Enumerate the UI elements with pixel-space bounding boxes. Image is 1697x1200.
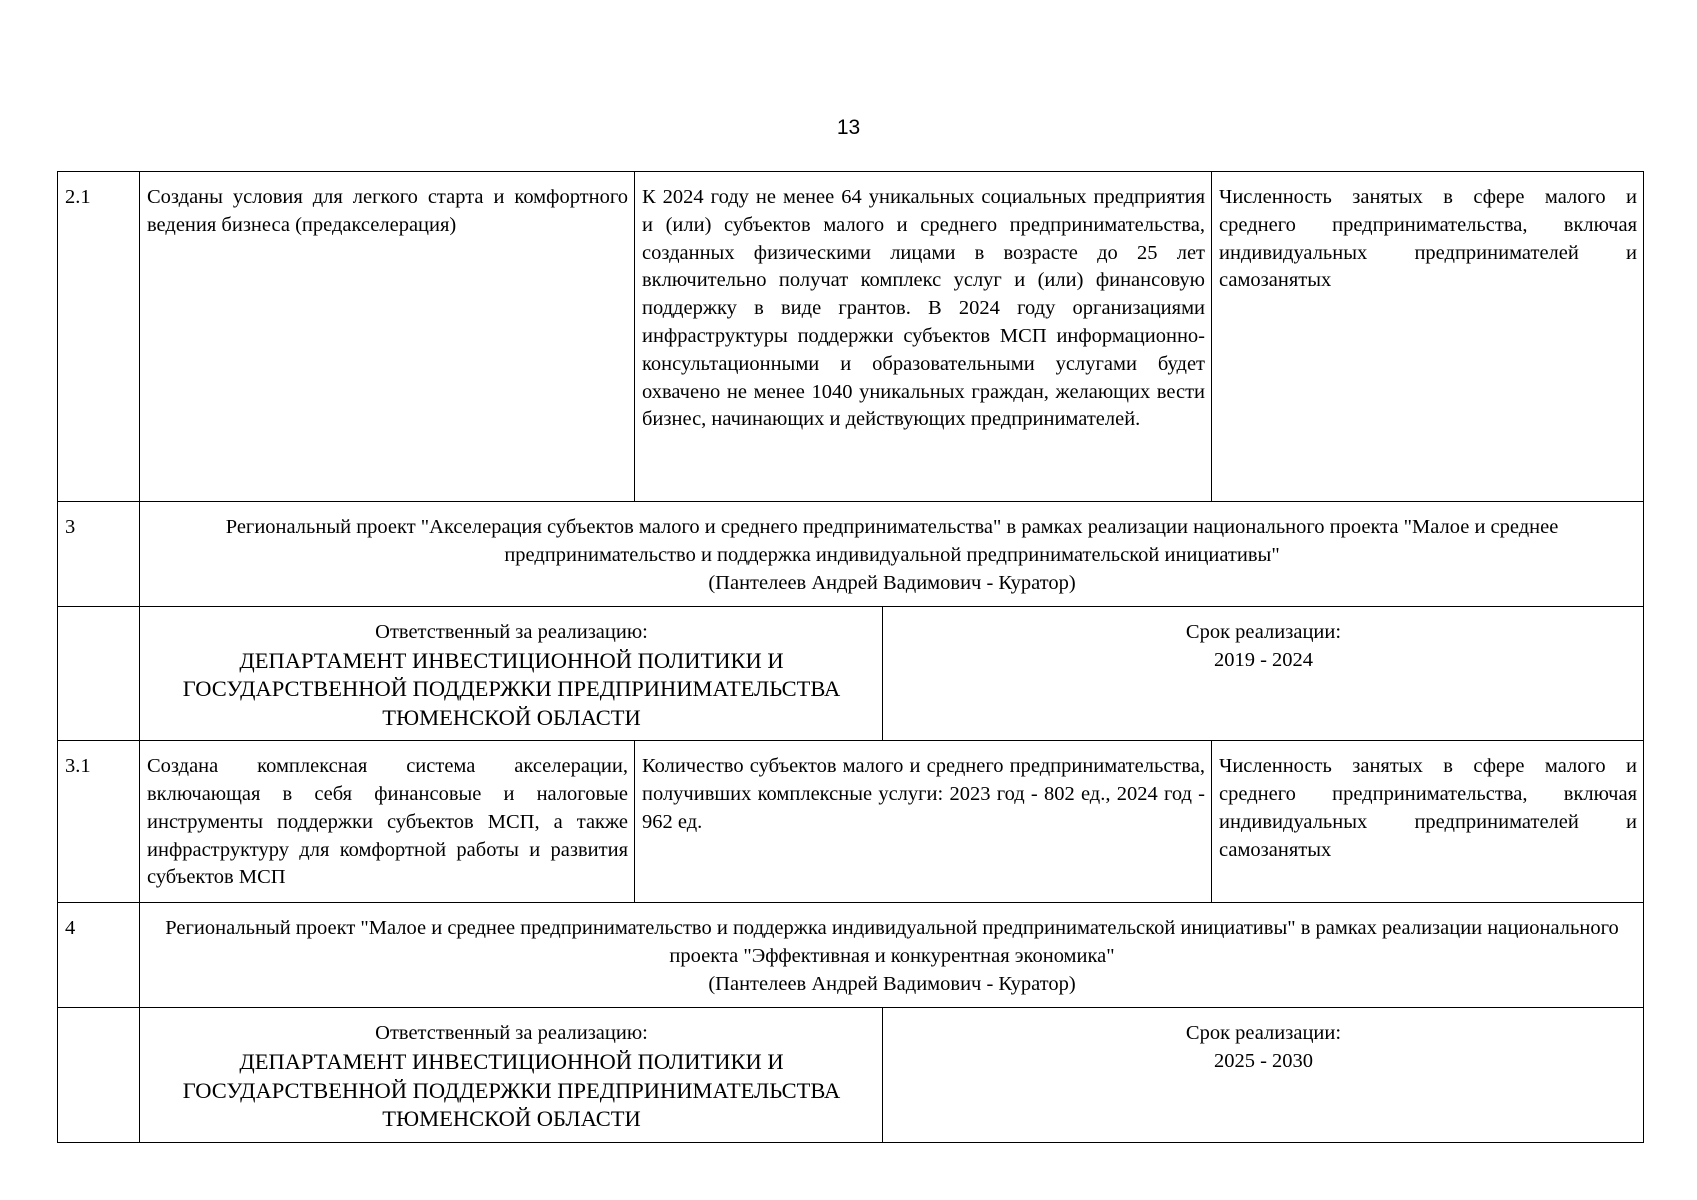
- row-number: 4: [58, 903, 140, 1008]
- project-title-cell: [140, 502, 1644, 607]
- responsible-label: Ответственный за реализацию:: [375, 1022, 648, 1045]
- row-number: 2.1: [58, 172, 140, 502]
- project-curator: (Пантелеев Андрей Вадимович - Куратор): [708, 972, 1076, 995]
- page-number: 13: [836, 116, 861, 139]
- term-label: Срок реализации:: [1185, 621, 1342, 643]
- empty-cell: [58, 607, 140, 741]
- task-cell: Создана комплексная система акселерации, включающая в себя финансовые и налоговые инструменты поддержки субъектов МСП, а также инфраструктуру для комфортной работы и развития субъектов МСП: [140, 741, 635, 903]
- result-cell: К 2024 году не менее 64 уникальных социальных предприятия и (или) субъектов малого и среднего предпринимательства, созданных физическими лицами в возрасте до 25 лет включительно получат комплекс услуг и (или) финансовую поддержку в виде грантов. В 2024 году организациями инфраструктуры поддержки субъектов МСП информационно-консультационными и образовательными услугами будет охвачено не менее 1040 уникальных граждан, желающих вести бизнес, начинающих и действующих предпринимателей.: [635, 172, 1212, 502]
- project-title-cell: [140, 903, 1644, 1008]
- term-cell: [883, 607, 1644, 741]
- project-title: Региональный проект "Акселерация субъектов малого и среднего предпринимательства" в рамках реализации национального проекта "Малое и среднее предпринимательство и поддержка индивидуальной предпринимательской инициативы": [225, 516, 1559, 566]
- task-cell: Созданы условия для легкого старта и комфортного ведения бизнеса (предакселерация): [140, 172, 635, 502]
- table-row: [58, 741, 1644, 903]
- result-cell: Количество субъектов малого и среднего предпринимательства, получивших комплексные услуги: 2023 год - 802 ед., 2024 год - 962 ед.: [635, 741, 1212, 903]
- term-value: 2019 - 2024: [1213, 648, 1314, 671]
- empty-cell: [58, 1008, 140, 1142]
- responsible-label: Ответственный за реализацию:: [375, 621, 648, 643]
- row-number: 3: [58, 502, 140, 607]
- responsible-organization: ДЕПАРТАМЕНТ ИНВЕСТИЦИОННОЙ ПОЛИТИКИ И ГОСУДАРСТВЕННОЙ ПОДДЕРЖКИ ПРЕДПРИНИМАТЕЛЬСТВА ТЮМЕНСКОЙ ОБЛАСТИ: [182, 1049, 841, 1132]
- term-cell: [883, 1008, 1644, 1142]
- responsible-cell: [140, 607, 883, 741]
- table-row: [58, 1008, 1644, 1142]
- term-value: 2025 - 2030: [1213, 1050, 1314, 1073]
- indicator-cell: Численность занятых в сфере малого и среднего предпринимательства, включая индивидуальных предпринимателей и самозанятых: [1212, 741, 1644, 903]
- project-table: [57, 171, 1644, 1143]
- table-row: [58, 903, 1644, 1008]
- table-row: [58, 502, 1644, 607]
- row-number: 3.1: [58, 741, 140, 903]
- term-label: Срок реализации:: [1185, 1022, 1342, 1045]
- responsible-cell: [140, 1008, 883, 1142]
- project-curator: (Пантелеев Андрей Вадимович - Куратор): [708, 571, 1076, 594]
- indicator-cell: Численность занятых в сфере малого и среднего предпринимательства, включая индивидуальных предпринимателей и самозанятых: [1212, 172, 1644, 502]
- responsible-organization: ДЕПАРТАМЕНТ ИНВЕСТИЦИОННОЙ ПОЛИТИКИ И ГОСУДАРСТВЕННОЙ ПОДДЕРЖКИ ПРЕДПРИНИМАТЕЛЬСТВА ТЮМЕНСКОЙ ОБЛАСТИ: [182, 647, 841, 730]
- project-title: Региональный проект "Малое и среднее предпринимательство и поддержка индивидуальной предпринимательской инициативы" в рамках реализации национального проекта "Эффективная и конкурентная экономика": [165, 917, 1619, 968]
- table-row: [58, 172, 1644, 502]
- table-row: [58, 607, 1644, 741]
